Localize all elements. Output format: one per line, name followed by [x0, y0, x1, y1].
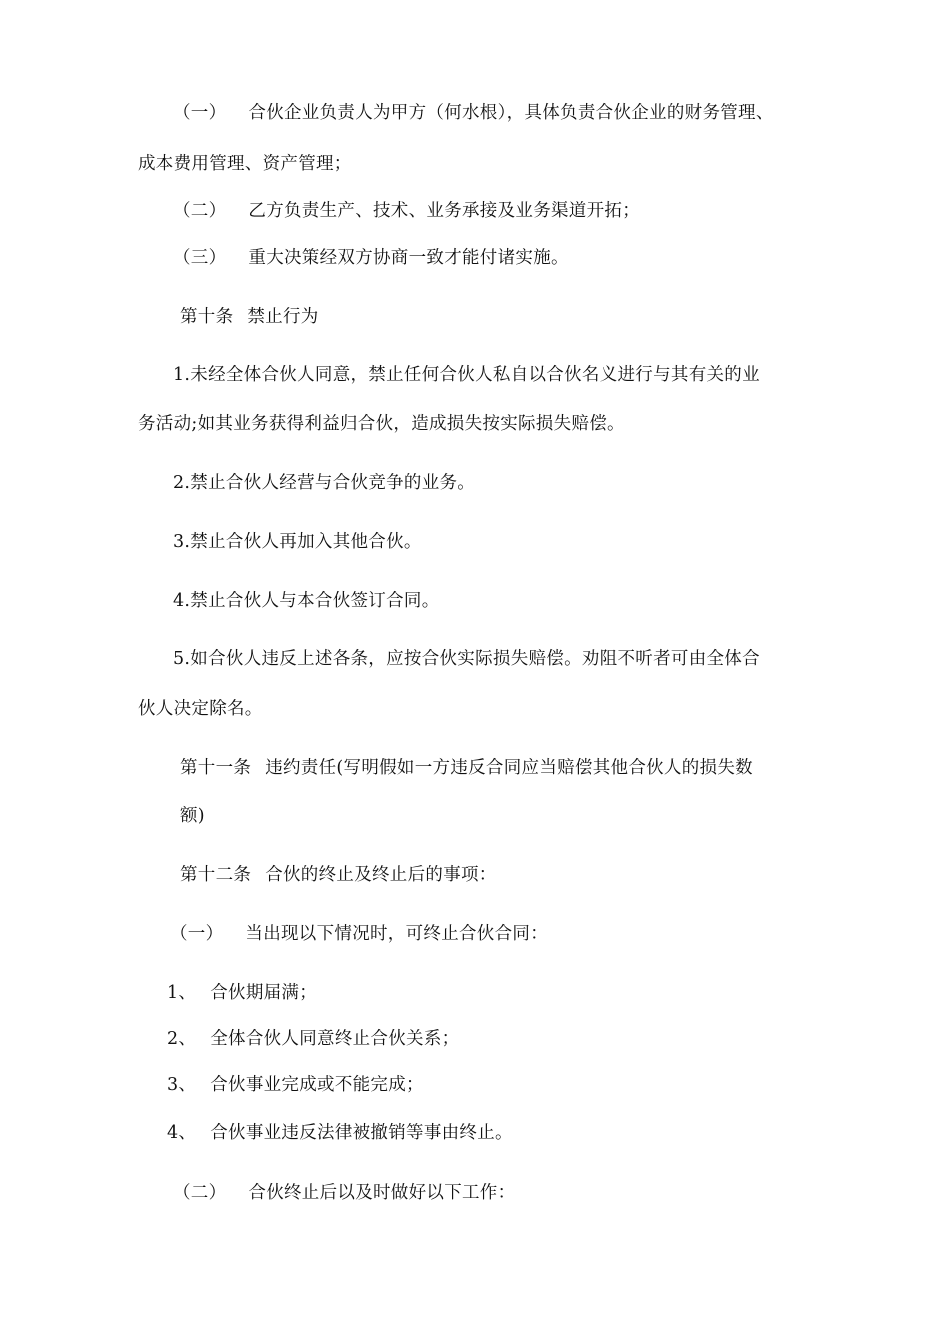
article-title: 合伙的终止及终止后的事项： — [265, 865, 497, 885]
article-number: 第十二条 — [180, 865, 252, 885]
item-marker: （二） — [173, 201, 227, 221]
article-10-rule-1: 1.未经全体合伙人同意，禁止任何合伙人私自以合伙名义进行与其有关的业 — [173, 365, 760, 385]
article-10-heading — [180, 305, 319, 329]
article-title: 禁止行为 — [247, 307, 319, 327]
item-text: 合伙企业负责人为甲方（何水根），具体负责合伙企业的财务管理、 — [248, 103, 774, 123]
item-text: 重大决策经双方协商一致才能付诸实施。 — [248, 248, 569, 268]
list-item — [167, 1121, 513, 1145]
list-number: 3、 — [167, 1075, 197, 1095]
list-text: 合伙期届满； — [210, 983, 318, 1003]
list-number: 1、 — [167, 983, 197, 1003]
list-item — [167, 1027, 459, 1051]
article-10-rule-3: 3.禁止合伙人再加入其他合伙。 — [173, 532, 422, 552]
clause-9-item-2 — [173, 199, 640, 223]
list-number: 4、 — [167, 1123, 197, 1143]
article-12-heading — [180, 863, 497, 887]
item-text: 当出现以下情况时，可终止合伙合同： — [245, 924, 549, 944]
article-number: 第十条 — [180, 307, 234, 327]
article-10-rule-4: 4.禁止合伙人与本合伙签订合同。 — [173, 591, 440, 611]
clause-9-item-1 — [173, 101, 774, 125]
list-text: 合伙事业违反法律被撤销等事由终止。 — [210, 1123, 513, 1143]
list-number: 2、 — [167, 1029, 197, 1049]
clause-9-item-3 — [173, 246, 569, 270]
article-title: 违约责任(写明假如一方违反合同应当赔偿其他合伙人的损失数 — [265, 758, 753, 778]
list-item — [167, 981, 317, 1005]
article-number: 第十一条 — [180, 758, 252, 778]
item-marker: （一） — [173, 103, 227, 123]
article-10-rule-5-continued: 伙人决定除名。 — [138, 699, 263, 719]
list-text: 合伙事业完成或不能完成； — [210, 1075, 424, 1095]
article-12-sub-2 — [173, 1181, 515, 1205]
item-marker: （三） — [173, 248, 227, 268]
item-marker: （一） — [170, 924, 224, 944]
article-12-sub-1 — [170, 922, 548, 946]
item-text: 合伙终止后以及时做好以下工作： — [248, 1183, 516, 1203]
item-text: 乙方负责生产、技术、业务承接及业务渠道开拓； — [248, 201, 641, 221]
list-text: 全体合伙人同意终止合伙关系； — [210, 1029, 460, 1049]
article-11-heading — [180, 756, 753, 780]
list-item — [167, 1073, 424, 1097]
item-marker: （二） — [173, 1183, 227, 1203]
article-10-rule-2: 2.禁止合伙人经营与合伙竞争的业务。 — [173, 473, 476, 493]
clause-9-item-1-continued: 成本费用管理、资产管理； — [138, 154, 352, 174]
article-11-heading-continued: 额) — [180, 806, 205, 826]
article-10-rule-1-continued: 务活动;如其业务获得利益归合伙，造成损失按实际损失赔偿。 — [138, 414, 625, 434]
article-10-rule-5: 5.如合伙人违反上述各条，应按合伙实际损失赔偿。劝阻不听者可由全体合 — [173, 649, 760, 669]
